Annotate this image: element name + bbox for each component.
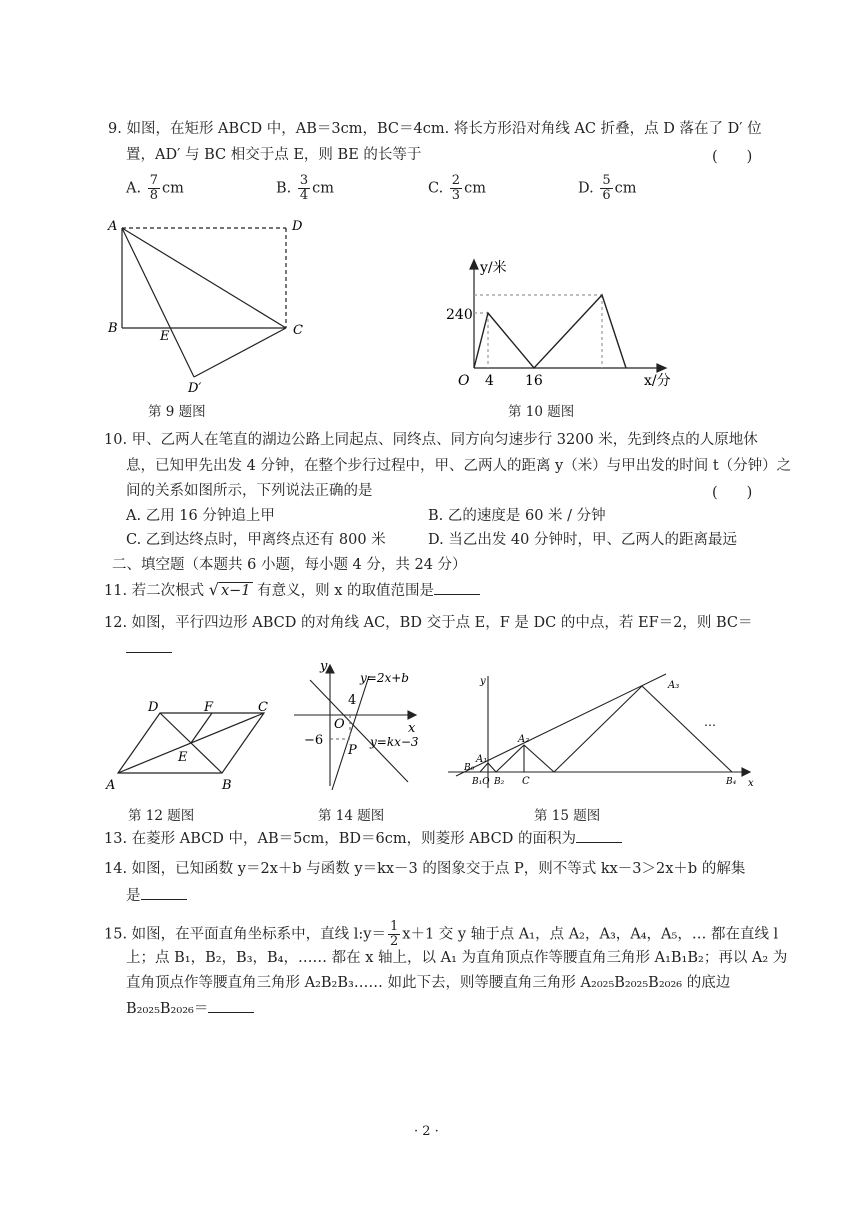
label-b0: B₀ bbox=[464, 763, 475, 773]
q15-line3: 直角顶点作等腰直角三角形 A₂B₂B₃…… 如此下去，则等腰直角三角形 A₂₀₂₅B₂₀₂₅B₂₀₂₆ 的底边 bbox=[126, 975, 731, 991]
unit: cm bbox=[312, 180, 335, 197]
label-a3: A₃ bbox=[668, 680, 680, 691]
q10-line1 bbox=[104, 430, 758, 450]
label-f: F bbox=[204, 700, 214, 715]
fraction bbox=[148, 174, 160, 203]
option-label: B. bbox=[276, 180, 292, 197]
label-4: 4 bbox=[348, 693, 357, 708]
label-c: C bbox=[258, 700, 268, 715]
option-text: 当乙出发 40 分钟时，甲、乙两人的距离最远 bbox=[448, 532, 737, 548]
label-a: A bbox=[108, 219, 118, 234]
fraction bbox=[450, 174, 462, 203]
q15-line2: 上；点 B₁，B₂，B₃，B₄，…… 都在 x 轴上，以 A₁ 为直角顶点作等腰直角三角形 A₁B₁B₂；再以 A₂ 为 bbox=[126, 950, 788, 966]
label-b1o: B₁O bbox=[472, 777, 490, 787]
x-label: x/分 bbox=[644, 373, 671, 389]
y-axis-arrow bbox=[470, 260, 478, 269]
label-a2: A₂ bbox=[518, 734, 530, 745]
q9-option-b bbox=[276, 174, 334, 203]
distance-line bbox=[474, 295, 626, 368]
q9-figure bbox=[100, 212, 330, 397]
label-p: P bbox=[348, 743, 357, 758]
label-d: D bbox=[148, 700, 159, 715]
label-b: B bbox=[222, 778, 232, 793]
option-label: A. bbox=[126, 180, 142, 197]
unit: cm bbox=[464, 180, 486, 197]
label-neg6: −6 bbox=[304, 733, 324, 748]
q15-line1 bbox=[104, 920, 778, 949]
q15-caption: 第 15 题图 bbox=[534, 808, 601, 824]
label-line2: y=kx−3 bbox=[370, 735, 419, 749]
option-label: D. bbox=[578, 180, 594, 197]
q13-line bbox=[104, 828, 622, 849]
q15-text-line1-pre: 如图，在平面直角坐标系中，直线 l:y＝ bbox=[131, 926, 386, 943]
q14-number: 14. bbox=[104, 861, 128, 877]
option-label: B. bbox=[428, 508, 444, 524]
numerator: 2 bbox=[451, 173, 461, 188]
q10-option-d bbox=[428, 530, 737, 550]
fraction bbox=[600, 174, 612, 203]
q11-number: 11. bbox=[104, 583, 128, 599]
q9-line2: 置，AD′ 与 BC 相交于点 E，则 BE 的长等于 bbox=[126, 147, 422, 163]
option-label: D. bbox=[428, 532, 444, 548]
label-ellipsis: … bbox=[704, 715, 716, 729]
label-c: C bbox=[293, 323, 303, 338]
q15-figure bbox=[446, 666, 758, 796]
option-label: A. bbox=[126, 508, 142, 524]
q10-figure bbox=[440, 252, 690, 392]
label-a1: A₁ bbox=[476, 754, 488, 765]
q12-line bbox=[104, 613, 752, 633]
q10-line2: 息，已知甲先出发 4 分钟，在整个步行过程中，甲、乙两人的距离 y（米）与甲出发的时间 t（分钟）之 bbox=[126, 458, 792, 474]
denominator: 2 bbox=[390, 934, 399, 949]
q12-figure bbox=[104, 695, 284, 795]
fraction bbox=[298, 174, 310, 203]
denominator: 6 bbox=[602, 188, 611, 203]
option-label: C. bbox=[428, 180, 444, 197]
denominator: 3 bbox=[451, 188, 461, 203]
option-text: 乙到达终点时，甲离终点还有 800 米 bbox=[145, 532, 386, 548]
q14-line2 bbox=[126, 885, 187, 906]
label-x: x bbox=[748, 778, 754, 789]
q9-line1 bbox=[108, 119, 762, 139]
section2-heading: 二、填空题（本题共 6 小题，每小题 4 分，共 24 分） bbox=[112, 557, 467, 573]
triangle-3 bbox=[554, 686, 732, 772]
q9-option-d bbox=[578, 174, 636, 203]
label-a: A bbox=[106, 778, 116, 793]
y-label: y/米 bbox=[480, 260, 507, 276]
q10-option-c bbox=[126, 530, 386, 550]
q14-text-line1: 如图，已知函数 y＝2x＋b 与函数 y＝kx－3 的图象交于点 P，则不等式 kx－3＞2x＋b 的解集 bbox=[131, 861, 746, 877]
label-x: x bbox=[408, 721, 416, 736]
q11-answer-blank[interactable] bbox=[434, 580, 480, 595]
sqrt-sign: √ bbox=[208, 580, 219, 599]
fraction-one-half bbox=[388, 920, 400, 949]
q15-number: 15. bbox=[104, 926, 128, 943]
label-c: C bbox=[522, 776, 530, 787]
q15-answer-blank[interactable] bbox=[208, 998, 254, 1013]
numerator: 5 bbox=[602, 173, 611, 188]
numerator: 1 bbox=[390, 919, 399, 934]
q14-text-line2: 是 bbox=[126, 888, 141, 904]
page-number: · 2 · bbox=[414, 1124, 439, 1139]
q10-option-b bbox=[428, 506, 606, 526]
unit: cm bbox=[161, 180, 184, 197]
option-text: 乙用 16 分钟追上甲 bbox=[145, 508, 275, 524]
x-tick-4: 4 bbox=[485, 373, 494, 389]
option-label: C. bbox=[126, 532, 142, 548]
q10-caption: 第 10 题图 bbox=[508, 404, 575, 420]
q10-text-line1: 甲、乙两人在笔直的湖边公路上同起点、同终点、同方向匀速步行 3200 米，先到终点的人原地休 bbox=[131, 432, 758, 448]
q9-text-line1: 如图，在矩形 ABCD 中，AB＝3cm，BC＝4cm. 将长方形沿对角线 AC 折叠，点 D 落在了 D′ 位 bbox=[126, 121, 762, 137]
q14-figure bbox=[290, 660, 425, 795]
q9-option-c bbox=[428, 174, 486, 203]
q12-text: 如图，平行四边形 ABCD 的对角线 AC，BD 交于点 E，F 是 DC 的中点，若 EF＝2，则 BC＝ bbox=[131, 615, 753, 631]
label-e: E bbox=[178, 750, 188, 765]
q9-answer-paren: ( ) bbox=[712, 149, 753, 165]
label-d: D bbox=[292, 219, 303, 234]
numerator: 7 bbox=[149, 173, 158, 188]
x-axis-arrow bbox=[742, 768, 750, 776]
x-axis-arrow bbox=[408, 711, 416, 719]
q13-number: 13. bbox=[104, 831, 128, 847]
label-o: O bbox=[334, 717, 345, 732]
label-b4: B₄ bbox=[726, 777, 737, 787]
unit: cm bbox=[614, 180, 637, 197]
q9-option-a bbox=[126, 174, 184, 203]
label-b: B bbox=[108, 321, 118, 336]
q10-option-a bbox=[126, 506, 275, 526]
q11-text-post: 有意义，则 x 的取值范围是 bbox=[257, 583, 435, 599]
label-d-prime: D′ bbox=[188, 381, 202, 396]
denominator: 8 bbox=[149, 188, 158, 203]
q14-line1 bbox=[104, 859, 745, 879]
q14-answer-blank[interactable] bbox=[141, 885, 187, 900]
label-e: E bbox=[160, 329, 170, 344]
q9-number: 9. bbox=[108, 121, 122, 137]
numerator: 3 bbox=[299, 173, 309, 188]
option-text: 乙的速度是 60 米 / 分钟 bbox=[447, 508, 606, 524]
origin-label: O bbox=[458, 373, 470, 389]
q10-line3: 间的关系如图所示，下列说法正确的是 bbox=[126, 483, 373, 499]
label-line1: y=2x+b bbox=[360, 671, 409, 685]
q10-number: 10. bbox=[104, 432, 128, 448]
q11-line bbox=[104, 580, 480, 601]
q13-text: 在菱形 ABCD 中，AB＝5cm，BD＝6cm，则菱形 ABCD 的面积为 bbox=[131, 831, 576, 847]
denominator: 4 bbox=[299, 188, 309, 203]
label-y: y bbox=[320, 660, 328, 674]
q15-line4 bbox=[126, 998, 254, 1019]
q12-number: 12. bbox=[104, 615, 128, 631]
x-axis-arrow bbox=[657, 364, 666, 372]
label-y: y bbox=[480, 676, 486, 687]
q9-caption: 第 9 题图 bbox=[148, 404, 206, 420]
q12-answer-blank[interactable] bbox=[126, 638, 172, 653]
y-tick-240: 240 bbox=[446, 307, 473, 323]
line-y-kx-3 bbox=[310, 680, 408, 782]
q14-caption: 第 14 题图 bbox=[318, 808, 385, 824]
label-b2: B₂ bbox=[494, 777, 505, 787]
q15-text-line1-post: x＋1 交 y 轴于点 A₁，点 A₂，A₃，A₄，A₅，… 都在直线 l bbox=[402, 926, 779, 943]
q15-text-line4: B₂₀₂₅B₂₀₂₆＝ bbox=[126, 1001, 209, 1017]
x-tick-16: 16 bbox=[525, 373, 543, 389]
q11-text-pre: 若二次根式 bbox=[131, 583, 205, 599]
q13-answer-blank[interactable] bbox=[576, 828, 622, 843]
triangle-2 bbox=[496, 745, 554, 772]
q12-caption: 第 12 题图 bbox=[128, 808, 195, 824]
q11-radicand: x−1 bbox=[220, 583, 251, 599]
q10-answer-paren: ( ) bbox=[712, 485, 753, 501]
